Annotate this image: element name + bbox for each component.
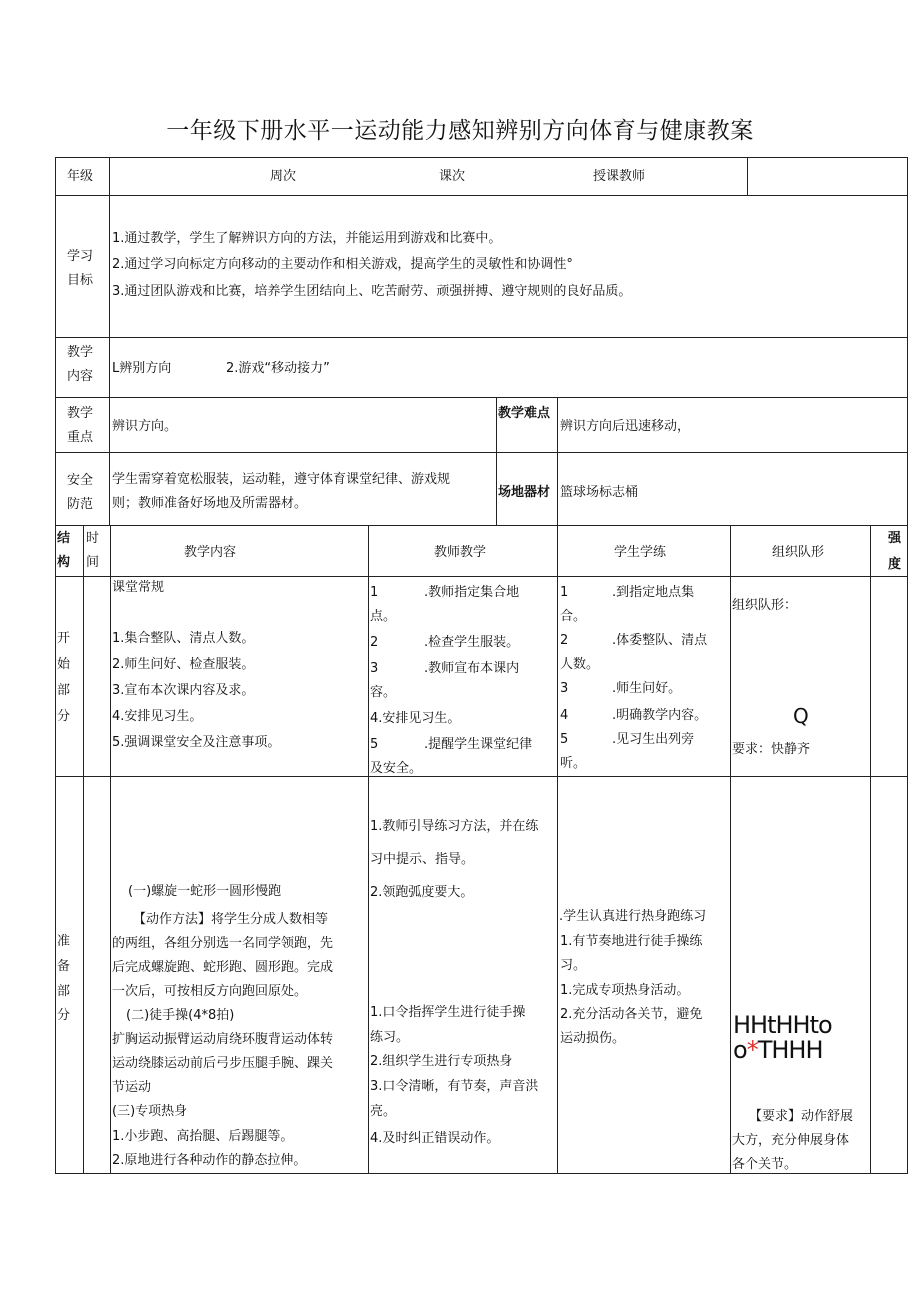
- page-title: 一年级下册水平一运动能力感知辨别方向体育与健康教案: [166, 118, 754, 144]
- start-teacher-line: .提醒学生课堂纪律: [424, 737, 533, 752]
- start-student-line: .明确教学内容。: [612, 708, 708, 723]
- content-label-1: 教学: [67, 345, 94, 360]
- col-intensity-1: 强: [888, 531, 902, 546]
- difficulty-label: 教学难点: [498, 406, 551, 421]
- start-teacher-line: 容。: [370, 685, 397, 700]
- key-label-1: 教学: [67, 406, 94, 421]
- prep-teacher-line: 练习。: [370, 1030, 410, 1045]
- safety-label-1: 安全: [67, 473, 94, 488]
- col-time-1: 时: [86, 531, 100, 546]
- formation-diagram-row-2: o*THHH: [733, 1036, 823, 1064]
- start-student-num: 3: [560, 681, 569, 696]
- prep-content-line: (三)专项热身: [112, 1104, 188, 1119]
- start-student-line: .体委整队、清点: [612, 633, 708, 648]
- prep-label: 分: [57, 1008, 71, 1023]
- prep-teacher-line: 2.组织学生进行专项热身: [370, 1054, 513, 1069]
- content-item-2: 2.游戏“移动接力”: [226, 361, 330, 376]
- teacher-label: 授课教师: [593, 169, 646, 184]
- content-item-1: L辨别方向: [112, 361, 172, 376]
- start-teacher-line: .教师宣布本课内: [424, 661, 520, 676]
- objectives-label-1: 学习: [67, 249, 94, 264]
- start-student-num: 1: [560, 585, 569, 600]
- prep-teacher-line: 2.领跑弧度要大。: [370, 885, 474, 900]
- start-label: 始: [57, 657, 71, 672]
- prep-teacher-line: 3.口令清晰，有节奏，声音洪: [370, 1079, 539, 1094]
- prep-teacher-line: 1.口令指挥学生进行徒手操: [370, 1005, 526, 1020]
- start-student-line: 听。: [560, 756, 587, 771]
- prep-label: 备: [57, 959, 71, 974]
- start-student-line: .见习生出列旁: [612, 732, 695, 747]
- prep-student-line: .学生认真进行热身跑练习: [559, 909, 707, 924]
- start-teacher-num: 5: [370, 737, 379, 752]
- col-time-2: 间: [86, 555, 100, 570]
- col-intensity-2: 度: [888, 557, 902, 572]
- start-student-num: 5: [560, 732, 569, 747]
- formation-circle-symbol: Q: [793, 704, 809, 728]
- objective-item: 2.通过学习向标定方向移动的主要动作和相关游戏，提高学生的灵敏性和协调性°: [112, 257, 573, 272]
- prep-content-line: 节运动: [112, 1080, 152, 1095]
- prep-content-line: 2.原地进行各种动作的静态拉伸。: [112, 1153, 307, 1168]
- start-formation-label: 组织队形：: [732, 598, 798, 613]
- prep-teacher-line: 习中提示、指导。: [370, 852, 475, 867]
- prep-content-line: 的两组，各组分别选一名同学领跑，先: [112, 936, 334, 951]
- start-student-num: 2: [560, 633, 569, 648]
- start-teacher-line: 点。: [370, 609, 397, 624]
- teacher-position-marker: *: [746, 1036, 758, 1064]
- safety-text-1: 学生需穿着宽松服装，运动鞋，遵守体育课堂纪律、游戏规: [112, 472, 451, 487]
- week-label: 周次: [270, 169, 297, 184]
- start-teacher-num: 3: [370, 661, 379, 676]
- prep-label: 准: [57, 934, 71, 949]
- key-label-2: 重点: [67, 430, 94, 445]
- content-label-2: 内容: [67, 369, 94, 384]
- prep-student-line: 1.完成专项热身活动。: [560, 983, 690, 998]
- start-teacher-num: 1: [370, 585, 379, 600]
- start-formation-requirement: 要求：快静齐: [732, 742, 811, 757]
- prep-content-line: 1.小步跑、高抬腿、后踢腿等。: [112, 1129, 294, 1144]
- prep-content-line: 【动作方法】将学生分成人数相等: [133, 912, 329, 927]
- prep-formation-requirement: 【要求】动作舒展: [749, 1109, 854, 1124]
- start-teacher-line: .教师指定集合地: [424, 585, 520, 600]
- start-student-line: 合。: [560, 609, 587, 624]
- start-label: 部: [57, 683, 71, 698]
- prep-content-line: (二)徒手操(4*8拍): [126, 1008, 235, 1023]
- col-formation: 组织队形: [772, 545, 825, 560]
- start-content-line: 3.宣布本次课内容及求。: [112, 683, 255, 698]
- start-teacher-line: 4.安排见习生。: [370, 711, 461, 726]
- lesson-label: 课次: [439, 169, 466, 184]
- start-content-line: 5.强调课堂安全及注意事项。: [112, 735, 281, 750]
- start-teacher-num: 2: [370, 635, 379, 650]
- start-label: 分: [57, 709, 71, 724]
- start-teacher-line: 及安全。: [370, 761, 423, 776]
- col-structure-1: 结: [57, 531, 71, 546]
- difficulty-text: 辨识方向后迅速移动，: [560, 419, 691, 434]
- col-teacher: 教师教学: [434, 545, 487, 560]
- prep-teacher-line: 亮。: [370, 1104, 397, 1119]
- col-student: 学生学练: [614, 545, 667, 560]
- prep-teacher-line: 1.教师引导练习方法，并在练: [370, 819, 539, 834]
- prep-student-line: 1.有节奏地进行徒手操练: [560, 934, 703, 949]
- prep-formation-requirement: 各个关节。: [732, 1157, 798, 1172]
- start-content-line: 2.师生问好、检查服装。: [112, 657, 255, 672]
- prep-student-line: 2.充分活动各关节，避免: [560, 1007, 703, 1022]
- start-student-line: 人数。: [560, 657, 600, 672]
- prep-content-line: (一)螺旋一蛇形一圆形慢跑: [128, 884, 282, 899]
- grade-label: 年级: [67, 169, 94, 184]
- prep-content-line: 后完成螺旋跑、蛇形跑、圆形跑。完成: [112, 960, 334, 975]
- key-point-text: 辨识方向。: [112, 419, 178, 434]
- objective-item: 3.通过团队游戏和比赛，培养学生团结向上、吃苦耐劳、顽强拼搏、遵守规则的良好品质。: [112, 284, 632, 299]
- prep-student-line: 运动损伤。: [560, 1031, 626, 1046]
- objectives-label-2: 目标: [67, 273, 94, 288]
- prep-student-line: 习。: [560, 958, 587, 973]
- prep-teacher-line: 4.及时纠正错误动作。: [370, 1131, 500, 1146]
- venue-text: 篮球场标志桶: [560, 485, 639, 500]
- safety-label-2: 防范: [67, 497, 94, 512]
- start-content-line: 课堂常规: [112, 580, 165, 595]
- start-student-line: .师生问好。: [612, 681, 682, 696]
- start-student-line: .到指定地点集: [612, 585, 695, 600]
- formation-diagram-row-1: HHtHHto: [733, 1011, 832, 1039]
- start-content-line: 1.集合整队、清点人数。: [112, 631, 255, 646]
- venue-label: 场地器材: [498, 485, 551, 500]
- col-content: 教学内容: [184, 545, 237, 560]
- col-structure-2: 构: [57, 555, 71, 570]
- safety-text-2: 则；教师准备好场地及所需器材。: [112, 496, 308, 511]
- prep-formation-requirement: 大方，充分伸展身体: [732, 1133, 850, 1148]
- start-content-line: 4.安排见习生。: [112, 709, 203, 724]
- start-label: 开: [57, 631, 71, 646]
- prep-label: 部: [57, 984, 71, 999]
- start-student-num: 4: [560, 708, 569, 723]
- start-teacher-line: .检查学生服装。: [424, 635, 520, 650]
- prep-content-line: 运动绕膝运动前后弓步压腿手腕、踝关: [112, 1056, 334, 1071]
- prep-content-line: 一次后，可按相反方向跑回原处。: [112, 984, 308, 999]
- prep-content-line: 扩胸运动振臂运动肩绕环腹背运动体转: [112, 1032, 334, 1047]
- objective-item: 1.通过教学，学生了解辨识方向的方法，并能运用到游戏和比赛中。: [112, 231, 502, 246]
